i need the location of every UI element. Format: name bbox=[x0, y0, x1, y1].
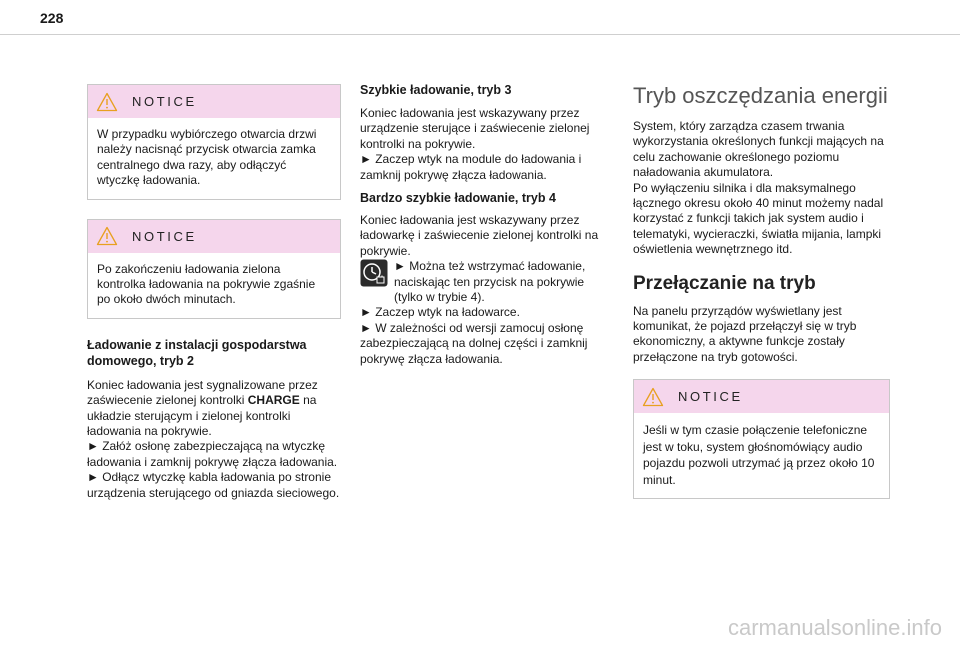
paragraph: Na panelu przyrządów wyświetlany jest komunikat, że pojazd przełączył się w tryb ekonomiczny, a aktywne funkcje zostały przełączone na tryb gotowości. bbox=[633, 303, 857, 364]
step-item: ► Zaczep wtyk na ładowarce. bbox=[360, 305, 520, 320]
warning-icon bbox=[642, 387, 664, 407]
paragraph-text: na układzie sterującym i zielonej kontrolki ładowania na pokrywie. bbox=[87, 393, 317, 439]
notice-header bbox=[634, 380, 889, 413]
top-divider bbox=[0, 34, 960, 35]
paragraph: Po wyłączeniu silnika i dla maksymalnego łącznego okresu około 40 minut możemy nadal korzystać z funkcji takich jak system audio i telematyki, wycieraczki, światła mijania, lampki oświetlenia wewnętrznego itd. bbox=[633, 180, 884, 257]
notice-box-2 bbox=[87, 219, 341, 319]
notice-box-3 bbox=[633, 379, 890, 499]
watermark: carmanualsonline.info bbox=[727, 615, 942, 640]
notice-header bbox=[88, 220, 340, 253]
section-title-energy-saving: Tryb oszczędzania energii bbox=[633, 83, 888, 108]
warning-icon bbox=[96, 92, 118, 112]
charging-timer-button-icon bbox=[360, 259, 388, 287]
step-item: ► Zaczep wtyk na module do ładowania i zamknij pokrywę złącza ładowania. bbox=[360, 152, 582, 182]
notice-title: NOTICE bbox=[678, 389, 743, 405]
page-number: 228 bbox=[40, 10, 64, 26]
section-heading-mode-4: Bardzo szybkie ładowanie, tryb 4 bbox=[360, 191, 556, 206]
step-item: ► Załóż osłonę zabezpieczającą na wtyczkę ładowania i zamknij pokrywę złącza ładowania. bbox=[87, 439, 338, 469]
notice-title: NOTICE bbox=[132, 94, 197, 109]
charge-button-row bbox=[360, 259, 605, 305]
section-heading-mode-3: Szybkie ładowanie, tryb 3 bbox=[360, 83, 512, 97]
step-item: ► W zależności od wersji zamocuj osłonę zabezpieczającą na dolnej części i zamknij pokrywę złącza ładowania. bbox=[360, 320, 588, 366]
paragraph: Koniec ładowania jest wskazywany przez urządzenie sterujące i zaświecenie zielonej kontrolki na pokrywie. bbox=[360, 106, 590, 151]
column-2 bbox=[360, 82, 605, 367]
paragraph-text: Koniec ładowania jest sygnalizowane przez zaświecenie zielonej kontrolki bbox=[87, 377, 318, 408]
notice-header bbox=[88, 85, 340, 118]
section-heading-switching-mode: Przełączanie na tryb bbox=[633, 272, 816, 294]
notice-text: Jeśli w tym czasie połączenie telefoniczne jest w toku, system głośnomówiący audio pojazdu pozwoli utrzymać ją przez około 10 minut. bbox=[643, 423, 875, 487]
column-3 bbox=[633, 82, 890, 499]
notice-text: Po zakończeniu ładowania zielona kontrolka ładowania na pokrywie zgaśnie po około dwóch minutach. bbox=[97, 261, 316, 307]
section-heading-mode-2: Ładowanie z instalacji gospodarstwa domowego, tryb 2 bbox=[87, 337, 307, 368]
column-1 bbox=[87, 84, 341, 501]
step-item: ► Można też wstrzymać ładowanie, naciskając ten przycisk na pokrywie (tylko w trybie 4). bbox=[394, 259, 586, 305]
charge-label: CHARGE bbox=[247, 393, 300, 408]
notice-box-1 bbox=[87, 84, 341, 200]
notice-text: W przypadku wybiórczego otwarcia drzwi należy nacisnąć przycisk otwarcia zamka centralnego dwa razy, aby odłączyć wtyczkę ładowania. bbox=[97, 127, 317, 188]
warning-icon bbox=[96, 226, 118, 246]
notice-title: NOTICE bbox=[132, 228, 197, 244]
paragraph: System, który zarządza czasem trwania wykorzystania określonych funkcji mających na celu zachowanie określonego poziomu naładowania akumulatora. bbox=[633, 119, 884, 180]
paragraph bbox=[87, 378, 341, 440]
paragraph: Koniec ładowania jest wskazywany przez ładowarkę i zaświecenie zielonej kontrolki na pokrywie. bbox=[360, 213, 599, 258]
step-item: ► Odłącz wtyczkę kabla ładowania po stronie urządzenia sterującego od gniazda sieciowego. bbox=[87, 470, 340, 500]
